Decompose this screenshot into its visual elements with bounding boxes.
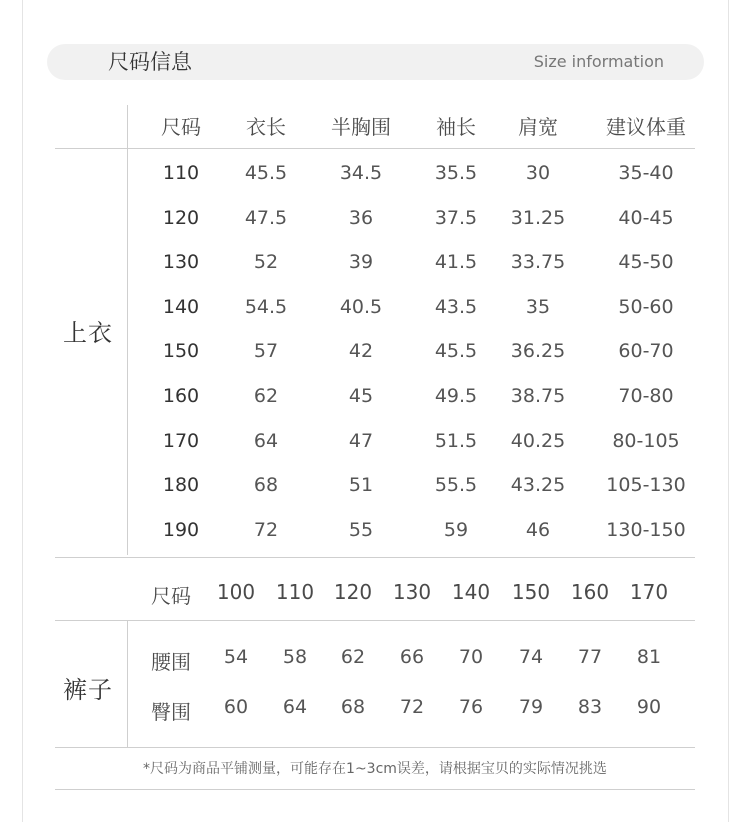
pants-size-cell: 150 <box>511 580 551 604</box>
tops-value-cell: 34.5 <box>339 162 383 184</box>
pants-size-cell: 100 <box>216 580 256 604</box>
pants-value-cell: 64 <box>282 696 308 718</box>
pants-size-cell: 110 <box>275 580 315 604</box>
tops-size-cell: 110 <box>162 162 200 184</box>
tops-column-header: 袖长 <box>436 115 476 139</box>
pants-value-cell: 74 <box>518 646 544 668</box>
tops-value-cell: 52 <box>253 251 279 273</box>
tops-value-cell: 42 <box>348 340 374 362</box>
tops-value-cell: 45.5 <box>434 340 478 362</box>
tops-value-cell: 35.5 <box>434 162 478 184</box>
tops-value-cell: 35 <box>525 296 551 318</box>
footnote: *尺码为商品平铺测量，可能存在1~3cm误差，请根据宝贝的实际情况挑选 <box>143 761 607 777</box>
tops-value-cell: 30 <box>525 162 551 184</box>
tops-value-cell: 70-80 <box>618 385 674 407</box>
tops-value-cell: 46 <box>525 519 551 541</box>
tops-value-cell: 40.5 <box>339 296 383 318</box>
tops-value-cell: 45 <box>348 385 374 407</box>
tops-value-cell: 72 <box>253 519 279 541</box>
tops-size-cell: 160 <box>162 385 200 407</box>
pants-value-cell: 81 <box>636 646 662 668</box>
pants-size-label: 尺码 <box>151 584 191 608</box>
tops-value-cell: 59 <box>443 519 469 541</box>
tops-value-cell: 130-150 <box>606 519 686 541</box>
tops-size-cell: 190 <box>162 519 200 541</box>
page-title: 尺码信息 <box>108 50 192 74</box>
page-subtitle: Size information <box>533 52 664 71</box>
tops-size-cell: 140 <box>162 296 200 318</box>
footnote-divider <box>55 789 695 790</box>
tops-value-cell: 37.5 <box>434 207 478 229</box>
table-bottom-divider <box>55 747 695 748</box>
tops-size-cell: 130 <box>162 251 200 273</box>
pants-value-cell: 76 <box>458 696 484 718</box>
pants-value-cell: 77 <box>577 646 603 668</box>
tops-value-cell: 38.75 <box>510 385 566 407</box>
tops-value-cell: 49.5 <box>434 385 478 407</box>
tops-value-cell: 41.5 <box>434 251 478 273</box>
tops-size-cell: 180 <box>162 474 200 496</box>
tops-value-cell: 62 <box>253 385 279 407</box>
tops-column-header: 尺码 <box>161 115 201 139</box>
pants-header-divider <box>55 620 695 621</box>
pants-value-cell: 54 <box>223 646 249 668</box>
tops-value-cell: 50-60 <box>618 296 674 318</box>
tops-value-cell: 55.5 <box>434 474 478 496</box>
tops-value-cell: 105-130 <box>606 474 686 496</box>
pants-value-cell: 58 <box>282 646 308 668</box>
pants-section-label: 裤子 <box>63 676 113 704</box>
tops-value-cell: 47.5 <box>244 207 288 229</box>
tops-value-cell: 55 <box>348 519 374 541</box>
tops-value-cell: 80-105 <box>612 430 680 452</box>
table-divider-vertical-pants <box>127 620 128 747</box>
pants-size-cell: 160 <box>570 580 610 604</box>
pants-value-cell: 83 <box>577 696 603 718</box>
tops-size-cell: 120 <box>162 207 200 229</box>
pants-value-cell: 62 <box>340 646 366 668</box>
tops-value-cell: 43.25 <box>510 474 566 496</box>
tops-column-header: 肩宽 <box>518 115 558 139</box>
pants-value-cell: 72 <box>399 696 425 718</box>
tops-value-cell: 64 <box>253 430 279 452</box>
tops-value-cell: 36 <box>348 207 374 229</box>
tops-value-cell: 51 <box>348 474 374 496</box>
table-divider-vertical <box>127 105 128 555</box>
pants-measure-label: 臀围 <box>151 700 191 724</box>
pants-size-cell: 170 <box>629 580 669 604</box>
pants-size-cell: 140 <box>451 580 491 604</box>
tops-value-cell: 54.5 <box>244 296 288 318</box>
section-divider <box>55 557 695 558</box>
tops-value-cell: 40-45 <box>618 207 674 229</box>
tops-value-cell: 43.5 <box>434 296 478 318</box>
tops-value-cell: 35-40 <box>618 162 674 184</box>
tops-section-label: 上衣 <box>63 319 113 347</box>
tops-value-cell: 68 <box>253 474 279 496</box>
tops-size-cell: 170 <box>162 430 200 452</box>
tops-value-cell: 33.75 <box>510 251 566 273</box>
tops-value-cell: 31.25 <box>510 207 566 229</box>
tops-size-cell: 150 <box>162 340 200 362</box>
pants-value-cell: 90 <box>636 696 662 718</box>
tops-value-cell: 51.5 <box>434 430 478 452</box>
tops-value-cell: 36.25 <box>510 340 566 362</box>
tops-value-cell: 45-50 <box>618 251 674 273</box>
tops-value-cell: 57 <box>253 340 279 362</box>
tops-value-cell: 45.5 <box>244 162 288 184</box>
tops-column-header: 半胸围 <box>331 115 391 139</box>
pants-value-cell: 79 <box>518 696 544 718</box>
tops-value-cell: 47 <box>348 430 374 452</box>
pants-value-cell: 60 <box>223 696 249 718</box>
pants-value-cell: 66 <box>399 646 425 668</box>
top-header-divider <box>55 148 695 149</box>
pants-size-cell: 120 <box>333 580 373 604</box>
tops-column-header: 衣长 <box>246 115 286 139</box>
pants-value-cell: 68 <box>340 696 366 718</box>
tops-value-cell: 40.25 <box>510 430 566 452</box>
tops-column-header: 建议体重 <box>606 115 686 139</box>
pants-measure-label: 腰围 <box>151 650 191 674</box>
pants-value-cell: 70 <box>458 646 484 668</box>
tops-value-cell: 39 <box>348 251 374 273</box>
pants-size-cell: 130 <box>392 580 432 604</box>
tops-value-cell: 60-70 <box>618 340 674 362</box>
